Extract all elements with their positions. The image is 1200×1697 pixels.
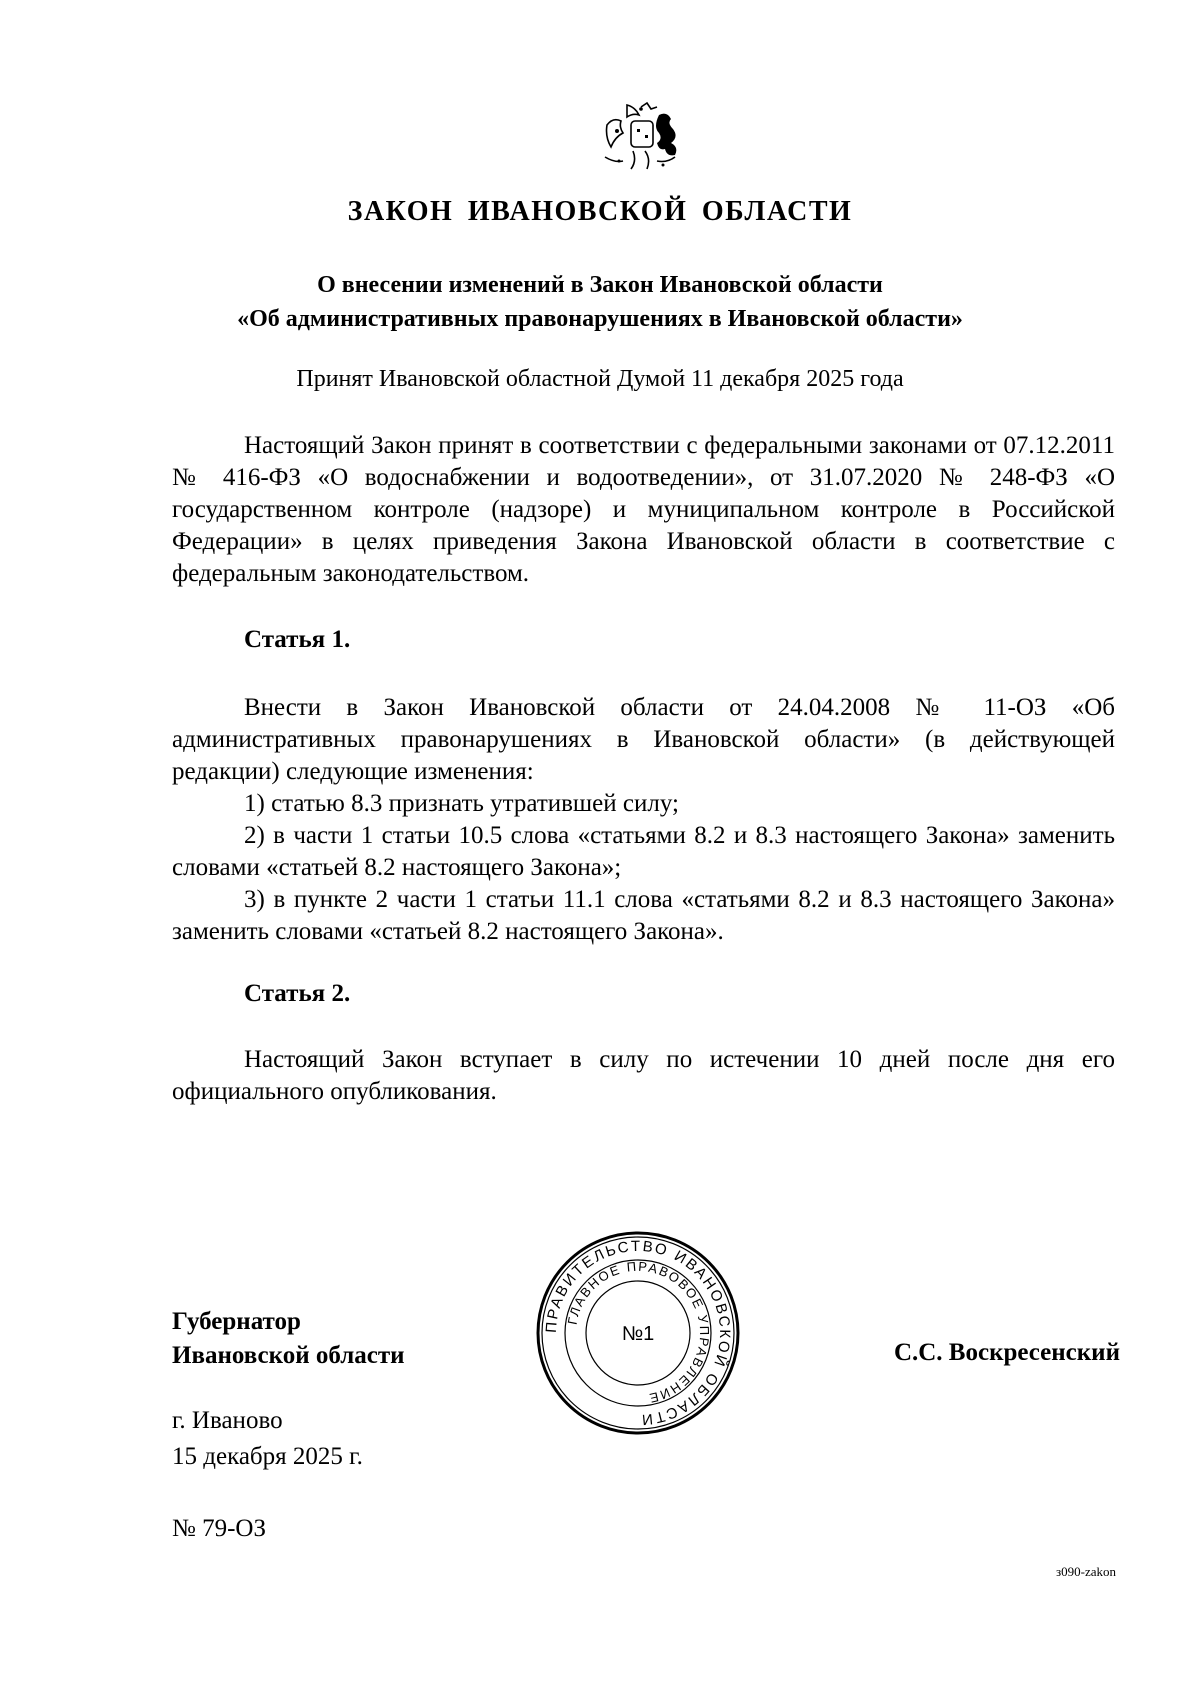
official-seal-stamp [533, 1228, 743, 1438]
law-number: № 79-ОЗ [172, 1515, 267, 1542]
place-and-date [172, 1403, 363, 1475]
seal-inner-text: ГЛАВНОЕ ПРАВОВОЕ УПРАВЛЕНИЕ [564, 1258, 713, 1407]
adoption-line: Принят Ивановской областной Думой 11 декабря 2025 года [296, 366, 904, 392]
subtitle-line-1: О внесении изменений в Закон Ивановской области [317, 272, 883, 298]
signatory-position-line-1: Губернатор [172, 1308, 301, 1335]
signing-date: 15 декабря 2025 г. [172, 1443, 363, 1470]
article-1-item-1: 1) статью 8.3 признать утратившей силу; [244, 790, 679, 817]
article-2-heading: Статья 2. [244, 980, 351, 1007]
seal-number: №1 [621, 1323, 655, 1345]
preamble-paragraph: Настоящий Закон принят в соответствии с федеральными законами от 07.12.2011 № 416-ФЗ «О водоснабжении и водоотведении», от 31.07.2020 № 248-ФЗ «О государственном контроле (надзоре) и муниципальном контроле в Российской Федерации» в целях приведения Закона Ивановской области в соответствие с федеральным законодательством. [172, 432, 1115, 587]
city: г. Иваново [172, 1407, 283, 1434]
signatory-position [172, 1305, 405, 1373]
article-1-item-2: 2) в части 1 статьи 10.5 слова «статьями 8.2 и 8.3 настоящего Закона» заменить словами «статьей 8.2 настоящего Закона»; [172, 822, 1115, 881]
seal-outer-text: ПРАВИТЕЛЬСТВО ИВАНОВСКОЙ ОБЛАСТИ [542, 1237, 734, 1429]
article-2-text: Настоящий Закон вступает в силу по истечении 10 дней после дня его официального опубликования. [172, 1046, 1115, 1105]
coat-of-arms-icon [597, 101, 685, 175]
document-code: з090-zakon [1055, 1564, 1116, 1579]
document-subtitle [0, 268, 1200, 336]
article-1-intro: Внести в Закон Ивановской области от 24.04.2008 № 11-ОЗ «Об административных правонарушениях в Ивановской области» (в действующей редакции) следующие изменения: [172, 694, 1115, 785]
signatory-name: С.С. Воскресенский [893, 1339, 1120, 1366]
signatory-position-line-2: Ивановской области [172, 1342, 405, 1369]
document-title: ЗАКОН ИВАНОВСКОЙ ОБЛАСТИ [347, 196, 853, 227]
subtitle-line-2: «Об административных правонарушениях в Ивановской области» [237, 306, 963, 332]
article-1-heading: Статья 1. [244, 626, 351, 653]
article-1-item-3: 3) в пункте 2 части 1 статьи 11.1 слова «статьями 8.2 и 8.3 настоящего Закона» заменить словами «статьей 8.2 настоящего Закона». [172, 886, 1115, 945]
